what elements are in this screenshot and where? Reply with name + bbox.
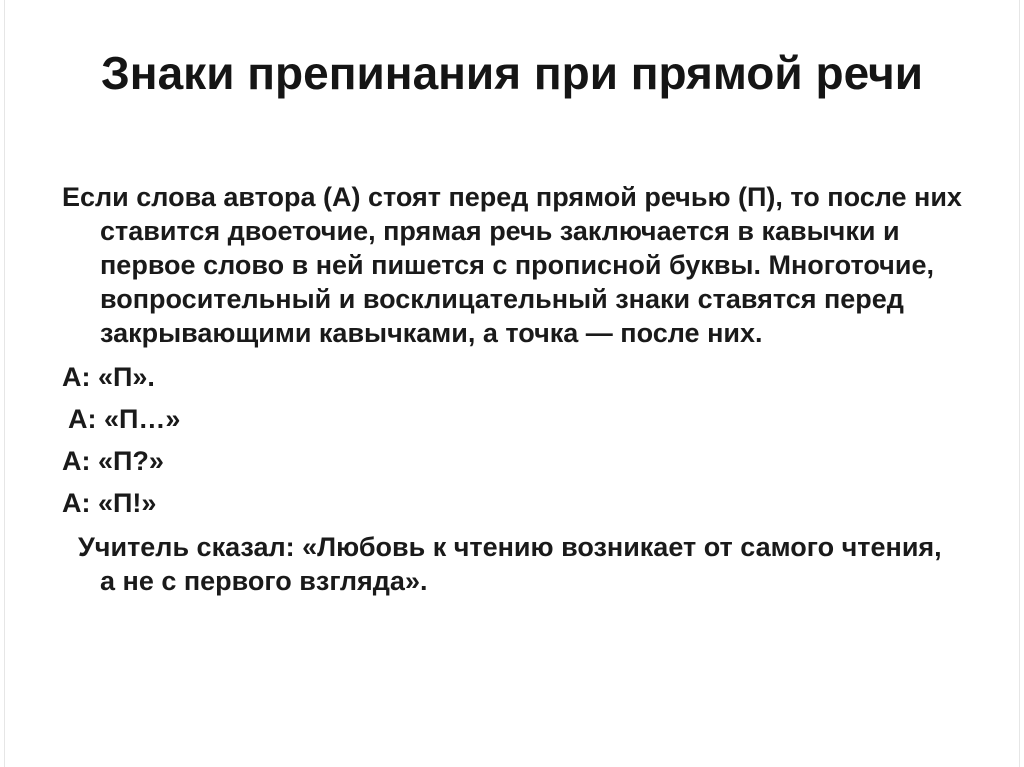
pattern-exclamation: А: «П!» [62, 488, 157, 518]
pattern-question: А: «П?» [62, 446, 164, 476]
pattern-ellipsis: А: «П…» [68, 404, 181, 434]
slide-body [62, 180, 962, 598]
pattern-period: А: «П». [62, 362, 155, 392]
slide-left-border [4, 0, 5, 767]
slide-title: Знаки препинания при прямой речи [100, 47, 923, 99]
example-sentence: Учитель сказал: «Любовь к чтению возникает от самого чтения, а не с первого взгляда». [78, 532, 942, 596]
rule-paragraph: Если слова автора (А) стоят перед прямой речью (П), то после них ставится двоеточие, прямая речь заключается в кавычки и первое слово в ней пишется с прописной буквы. Многоточие, вопросительный и восклицательный знаки ставятся перед закрывающими кавычками, а точка — после них. [62, 182, 962, 348]
slide-right-border [1019, 0, 1020, 767]
